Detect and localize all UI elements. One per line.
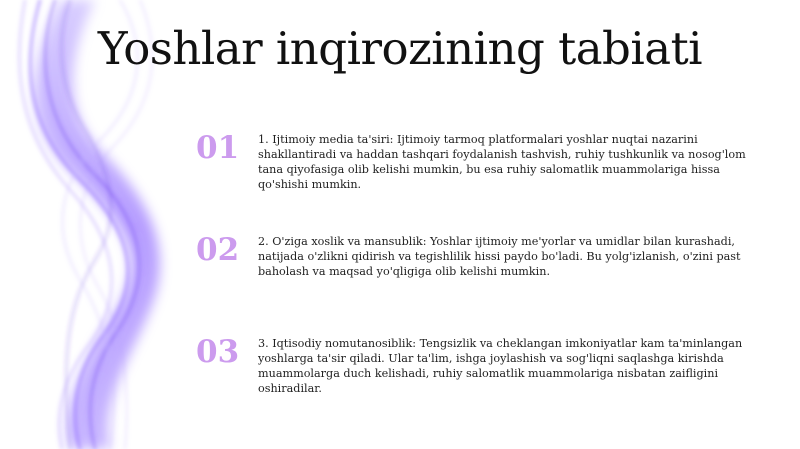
item-number: 03 <box>196 334 240 370</box>
item-number: 01 <box>196 130 240 166</box>
list-item <box>196 336 756 396</box>
item-text: 2. O'ziga xoslik va mansublik: Yoshlar ijtimoiy me'yorlar va umidlar bilan kurashadi, natijada o'zlikni qidirish va tegishlilik hissi paydo bo'ladi. Bu yolg'izlanish, o'zini past baholash va maqsad yo'qligiga olib kelishi mumkin. <box>258 235 741 278</box>
slide-title: Yoshlar inqirozining tabiati <box>97 22 703 75</box>
item-text: 1. Ijtimoiy media ta'siri: Ijtimoiy tarmoq platformalari yoshlar nuqtai nazarini shakllantiradi va haddan tashqari foydalanish tashvish, ruhiy tushkunlik va nosog'lom tana qiyofasiga olib kelishi mumkin, bu esa ruhiy salomatlik muammolariga hissa qo'shishi mumkin. <box>258 133 746 191</box>
list-item <box>196 234 756 279</box>
item-text: 3. Iqtisodiy nomutanosiblik: Tengsizlik va cheklangan imkoniyatlar kam ta'minlangan yoshlarga ta'sir qiladi. Ular ta'lim, ishga joylashish va sog'liqni saqlashga kirishda muammolarga duch kelishadi, ruhiy salomatlik muammolariga nisbatan zaifligini oshiradilar. <box>258 337 743 395</box>
list-item <box>196 132 756 192</box>
item-number: 02 <box>196 232 240 268</box>
